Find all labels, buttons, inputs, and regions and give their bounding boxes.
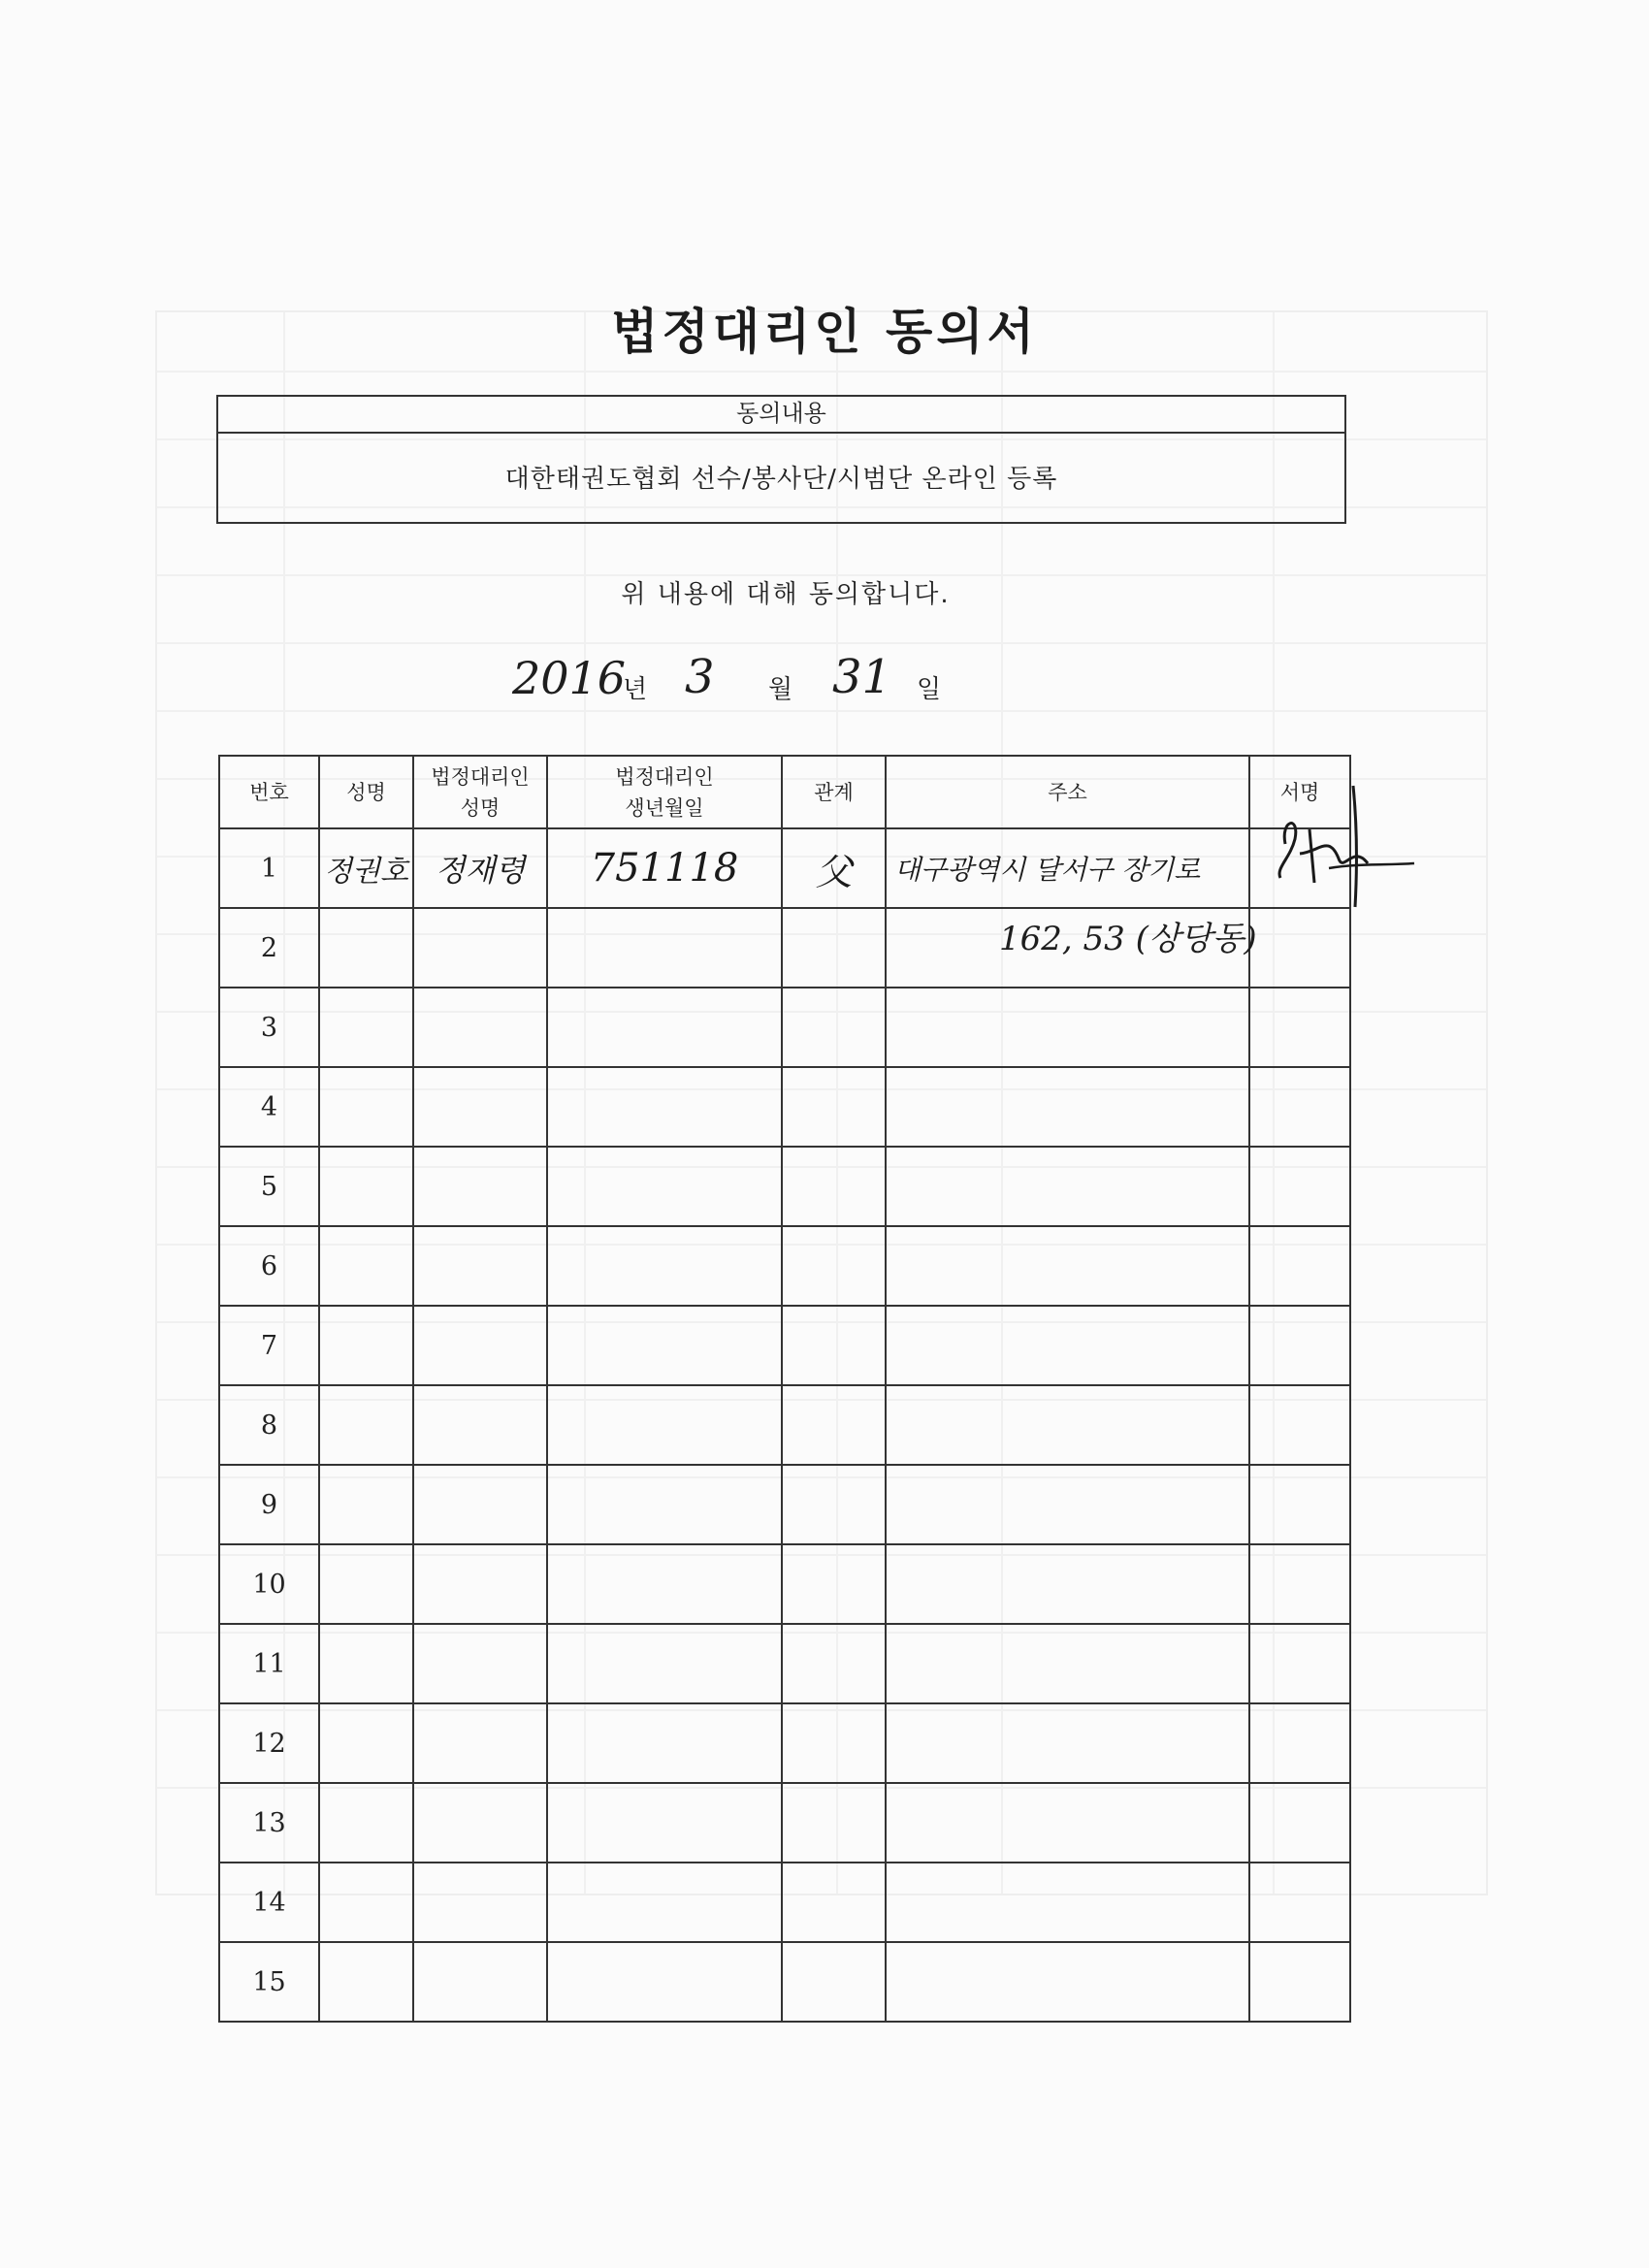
row-number: 4 (219, 1067, 319, 1147)
consent-box (216, 395, 1346, 524)
address-line-2: 162, 53 (상당동) (999, 920, 1257, 958)
address-line-1: 대구광역시 달서구 장기로 (894, 854, 1201, 886)
row-number: 11 (219, 1624, 319, 1703)
row-number: 1 (219, 828, 319, 908)
header-address: 주소 (886, 756, 1249, 828)
table-row (219, 1942, 1350, 2022)
table-row (219, 1306, 1350, 1385)
date-day: 31 (832, 650, 892, 704)
guardian-name: 정재령 (435, 852, 526, 889)
row-number: 7 (219, 1306, 319, 1385)
date-year: 2016 (512, 652, 627, 704)
table-row (219, 988, 1350, 1067)
row-number: 9 (219, 1465, 319, 1544)
handwritten-signature (1261, 776, 1416, 922)
header-signature: 서명 (1249, 756, 1350, 828)
table-row (219, 1147, 1350, 1226)
row-number: 2 (219, 908, 319, 988)
row-number: 6 (219, 1226, 319, 1306)
row-number: 13 (219, 1783, 319, 1863)
day-label: 일 (917, 675, 942, 704)
relation: 父 (815, 850, 853, 893)
header-guardian-birth: 법정대리인 생년월일 (547, 756, 782, 828)
row-number: 8 (219, 1385, 319, 1465)
consent-header: 동의내용 (218, 397, 1344, 434)
header-number: 번호 (219, 756, 319, 828)
table-row (219, 1226, 1350, 1306)
table-row (219, 828, 1350, 908)
date-month: 3 (685, 650, 715, 704)
header-name: 성명 (319, 756, 413, 828)
table-row (219, 1863, 1350, 1942)
table-row (219, 1385, 1350, 1465)
month-label: 월 (768, 675, 793, 704)
year-label: 년 (623, 675, 648, 704)
row-number: 10 (219, 1544, 319, 1624)
table-row (219, 1067, 1350, 1147)
table-header-row (219, 756, 1350, 828)
student-name: 정권호 (324, 855, 408, 889)
header-guardian-name: 법정대리인 성명 (413, 756, 547, 828)
date-line (0, 650, 1649, 718)
row-number: 12 (219, 1703, 319, 1783)
table-row (219, 1465, 1350, 1544)
page-title: 법정대리인 동의서 (611, 303, 1038, 360)
guardian-birthdate: 751118 (590, 846, 739, 891)
row-number: 14 (219, 1863, 319, 1942)
row-number: 3 (219, 988, 319, 1067)
row-number: 15 (219, 1942, 319, 2022)
table-row (219, 1783, 1350, 1863)
agreement-text: 위 내용에 대해 동의합니다. (621, 580, 951, 609)
consent-body: 대한태권도협회 선수/봉사단/시범단 온라인 등록 (504, 465, 1058, 494)
table-row (219, 1703, 1350, 1783)
table-row (219, 1624, 1350, 1703)
table-row (219, 1544, 1350, 1624)
header-relation: 관계 (782, 756, 886, 828)
row-number: 5 (219, 1147, 319, 1226)
